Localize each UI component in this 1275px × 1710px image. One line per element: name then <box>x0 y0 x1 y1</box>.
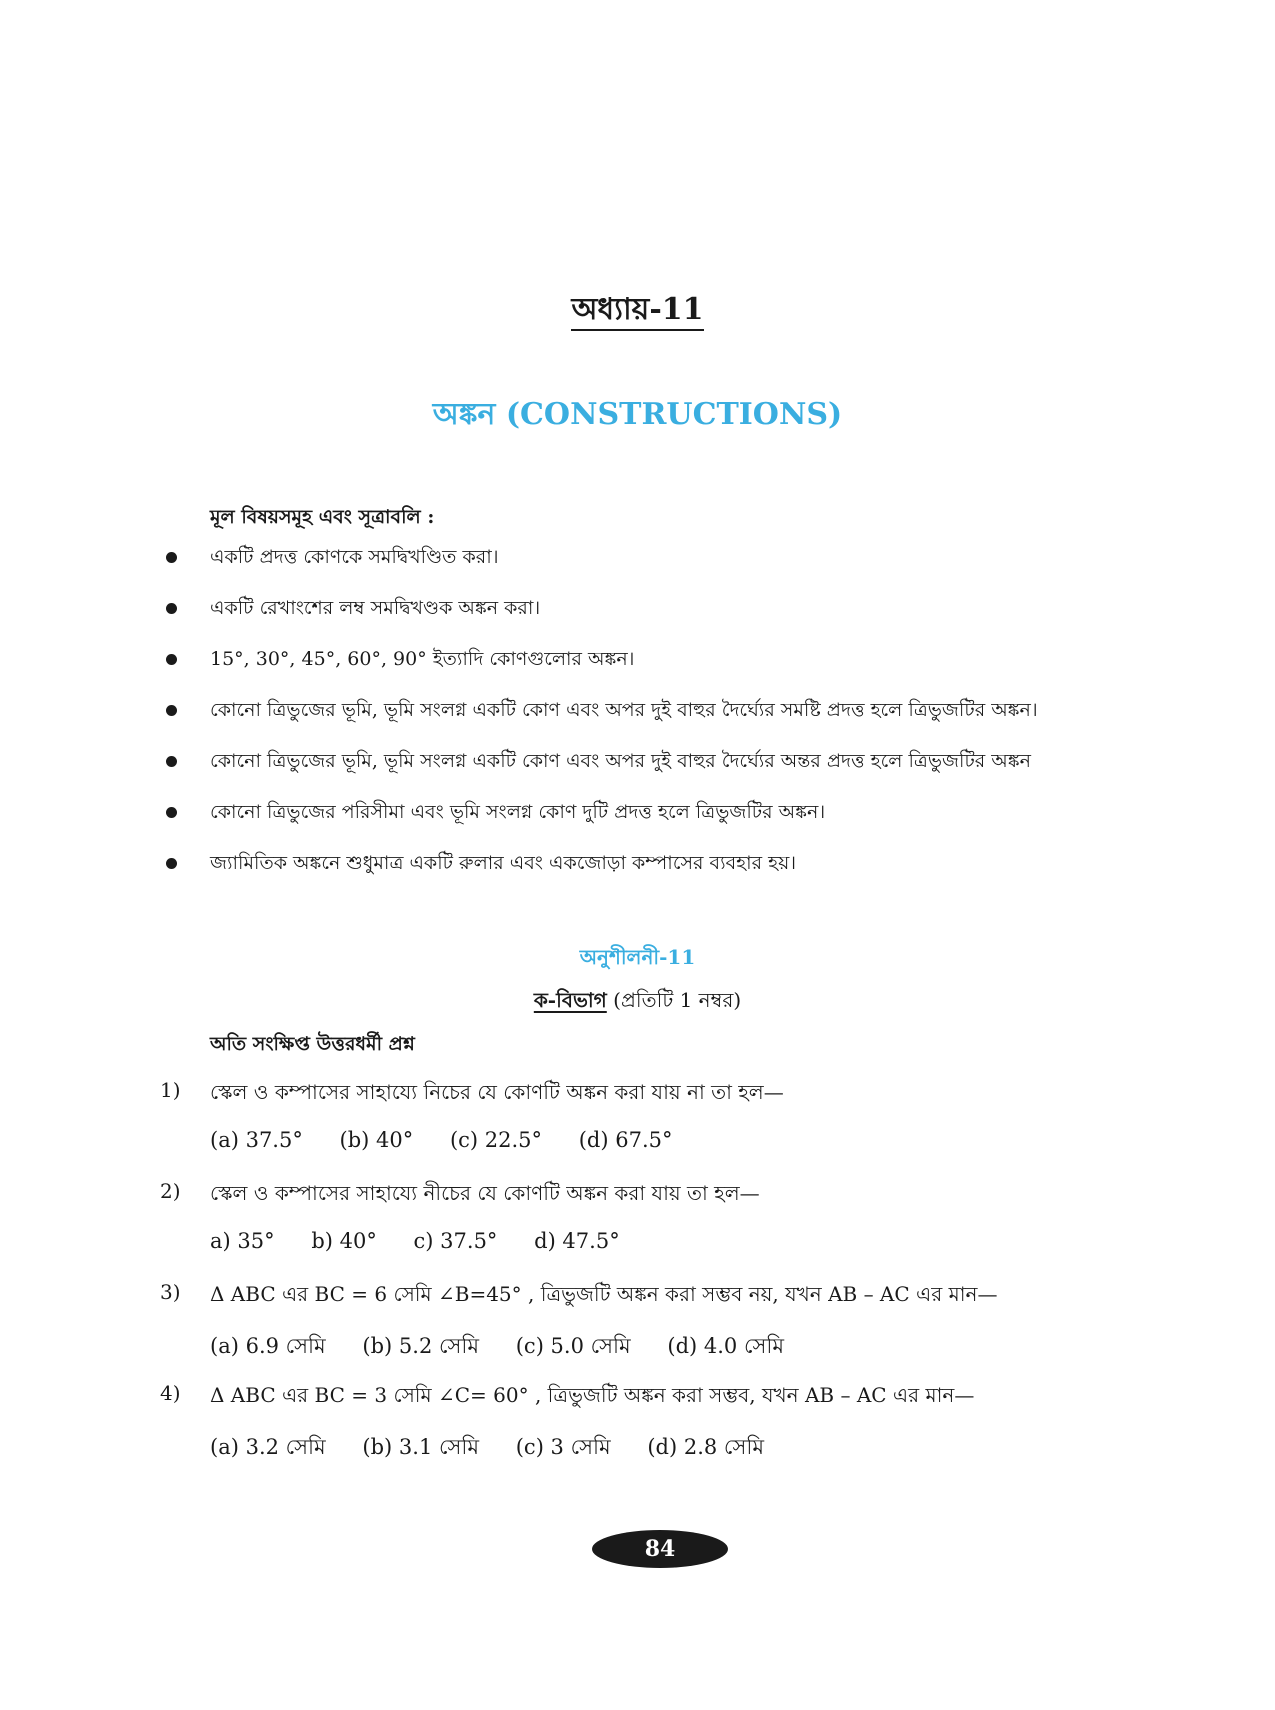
question-options <box>210 1229 650 1253</box>
summary-item-text: জ্যামিতিক অঙ্কনে শুধুমাত্র একটি রুলার এবং একজোড়া কম্পাসের ব্যবহার হয়। <box>210 852 797 874</box>
chapter-subtitle: অঙ্কন (CONSTRUCTIONS) <box>432 397 843 432</box>
bullet-icon <box>166 654 177 665</box>
question-item <box>160 1381 1160 1482</box>
bullet-icon <box>166 807 177 818</box>
summary-item-text: কোনো ত্রিভুজের পরিসীমা এবং ভূমি সংলগ্ন কোণ দুটি প্রদত্ত হলে ত্রিভুজটির অঙ্কন। <box>210 801 826 823</box>
question-text: Δ ABC এর BC = 6 সেমি ∠B=45° , ত্রিভুজটি অঙ্কন করা সম্ভব নয়, যখন AB – AC এর মান— <box>210 1282 998 1306</box>
option: a) 35° <box>210 1229 275 1253</box>
question-number: 3) <box>160 1280 181 1304</box>
option: (a) 37.5° <box>210 1128 303 1152</box>
section-note: (প্রতিটি 1 নম্বর) <box>613 988 742 1012</box>
chapter-title-text: অধ্যায়-11 <box>571 293 703 331</box>
option: (a) 6.9 সেমি <box>210 1334 326 1358</box>
question-heading: অতি সংক্ষিপ্ত উত্তরধর্মী প্রশ্ন <box>210 1033 415 1055</box>
bullet-icon <box>166 705 177 716</box>
question-item <box>160 1179 1160 1280</box>
option: (c) 5.0 সেমি <box>515 1334 631 1358</box>
question-item <box>160 1280 1160 1381</box>
option: (b) 40° <box>339 1128 414 1152</box>
option: c) 37.5° <box>413 1229 498 1253</box>
section-label: ক-বিভাগ <box>533 988 607 1012</box>
bullet-icon <box>166 858 177 869</box>
option: (d) 4.0 সেমি <box>667 1334 785 1358</box>
section-line <box>0 986 1275 1019</box>
summary-heading: মূল বিষয়সমূহ এবং সূত্রাবলি : <box>210 506 435 528</box>
question-number: 1) <box>160 1078 181 1102</box>
summary-item-text: কোনো ত্রিভুজের ভূমি, ভূমি সংলগ্ন একটি কোণ এবং অপর দুই বাহুর দৈর্ঘ্যের অন্তর প্রদত্ত হলে ত্রিভুজটির অঙ্কন <box>210 750 1031 772</box>
option: (c) 3 সেমি <box>515 1435 611 1459</box>
exercise-title: অনুশীলনী-11 <box>579 945 696 969</box>
summary-item-text: 15°, 30°, 45°, 60°, 90° ইত্যাদি কোণগুলোর অঙ্কন। <box>210 648 635 670</box>
option: d) 47.5° <box>534 1229 620 1253</box>
option: (b) 5.2 সেমি <box>362 1334 480 1358</box>
question-text: স্কেল ও কম্পাসের সাহায্যে নীচের যে কোণটি অঙ্কন করা যায় তা হল— <box>210 1181 760 1205</box>
question-text: স্কেল ও কম্পাসের সাহায্যে নিচের যে কোণটি অঙ্কন করা যায় না তা হল— <box>210 1080 784 1104</box>
question-options <box>210 1128 703 1152</box>
bullet-icon <box>166 603 177 614</box>
chapter-title <box>0 292 1275 331</box>
bullet-icon <box>166 552 177 563</box>
option: (b) 3.1 সেমি <box>362 1435 480 1459</box>
option: (a) 3.2 সেমি <box>210 1435 326 1459</box>
question-number: 4) <box>160 1381 181 1405</box>
summary-item-text: একটি প্রদত্ত কোণকে সমদ্বিখণ্ডিত করা। <box>210 546 499 568</box>
question-options <box>210 1330 814 1365</box>
question-text: Δ ABC এর BC = 3 সেমি ∠C= 60° , ত্রিভুজটি অঙ্কন করা সম্ভব, যখন AB – AC এর মান— <box>210 1383 975 1407</box>
option: (d) 2.8 সেমি <box>647 1435 764 1459</box>
summary-item-text: একটি রেখাংশের লম্ব সমদ্বিখণ্ডক অঙ্কন করা। <box>210 597 541 619</box>
question-item <box>160 1078 1160 1179</box>
question-number: 2) <box>160 1179 181 1203</box>
page-number-badge: 84 <box>592 1530 728 1568</box>
option: (d) 67.5° <box>578 1128 673 1152</box>
question-options <box>210 1431 794 1466</box>
option: b) 40° <box>311 1229 377 1253</box>
summary-item-text: কোনো ত্রিভুজের ভূমি, ভূমি সংলগ্ন একটি কোণ এবং অপর দুই বাহুর দৈর্ঘ্যের সমষ্টি প্রদত্ত হলে ত্রিভুজটির অঙ্কন। <box>210 699 1038 721</box>
question-list <box>160 1078 1160 1482</box>
bullet-icon <box>166 756 177 767</box>
option: (c) 22.5° <box>449 1128 543 1152</box>
